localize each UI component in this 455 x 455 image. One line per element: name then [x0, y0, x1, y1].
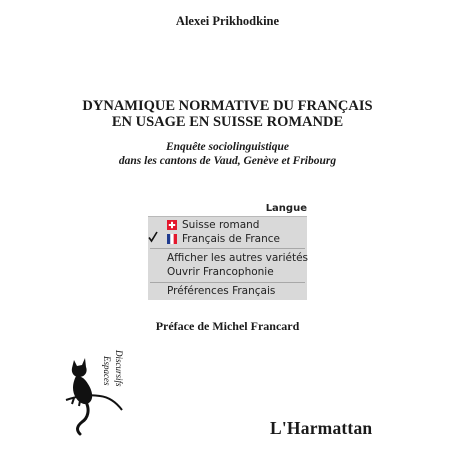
author-name: Alexei Prikhodkine [175, 14, 280, 28]
book-title-line-1: DYNAMIQUE NORMATIVE DU FRANÇAIS [82, 98, 373, 114]
book-title-line-2: EN USAGE EN SUISSE ROMANDE [111, 114, 344, 130]
menu-header-label[interactable]: Langue [265, 203, 307, 214]
publisher-name: L'Harmattan [270, 418, 373, 438]
menu-separator [150, 248, 305, 249]
book-subtitle-line-2: dans les cantons de Vaud, Genève et Fribourg [118, 155, 337, 167]
preface-credit: Préface de Michel Francard [155, 319, 300, 333]
menu-item-preferences-francais[interactable]: Préférences Français [167, 285, 276, 297]
language-menu [148, 202, 307, 299]
menu-item-ouvrir-francophonie[interactable]: Ouvrir Francophonie [167, 266, 274, 278]
collection-logo-cat-icon [64, 344, 136, 436]
swiss-flag-icon [167, 220, 177, 230]
checkmark-icon [148, 231, 158, 243]
menu-body [148, 216, 307, 300]
menu-item-suisse-romand[interactable]: Suisse romand [182, 219, 260, 231]
menu-item-francais-de-france[interactable]: Français de France [182, 233, 280, 245]
book-subtitle-line-1: Enquête sociolinguistique [165, 141, 289, 153]
french-flag-icon [167, 234, 177, 244]
menu-item-afficher-autres-varietes[interactable]: Afficher les autres variétés [167, 252, 309, 264]
menu-header [148, 202, 307, 215]
svg-text:Discursifs: Discursifs [114, 350, 124, 387]
menu-separator [150, 282, 305, 283]
svg-text:Espaces: Espaces [102, 356, 112, 386]
